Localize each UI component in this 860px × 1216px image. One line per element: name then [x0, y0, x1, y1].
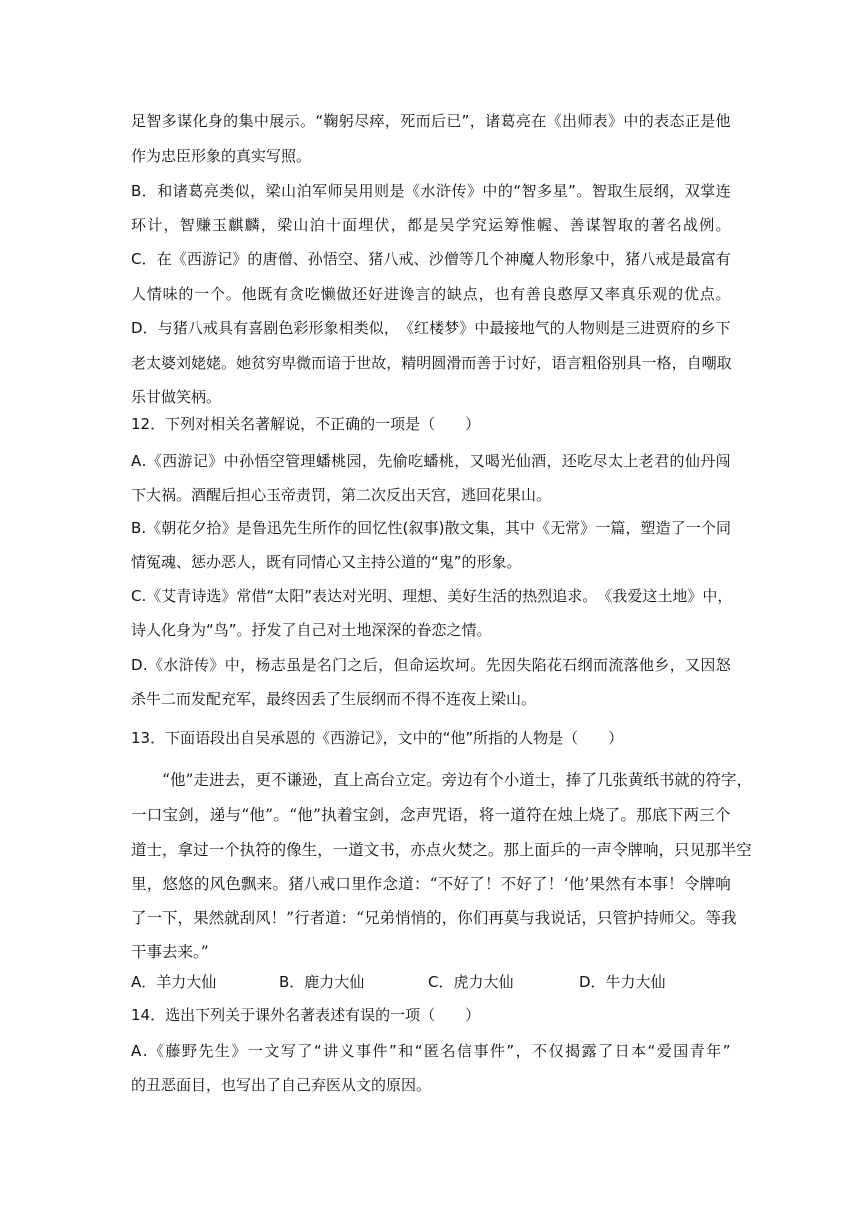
text-line: C . 《 艾 青 诗 选 》 常 借 “ 太 阳 ” 表 达 对 光 明 、 理 想 、 美 好 生 活 的 热 烈 追 求 。 《 我 爱 这 土 地 》 中 ，: [131, 587, 733, 605]
text-line: 老 太 婆 刘 姥 姥 。 她 贫 穷 卑 微 而 谙 于 世 故 ， 精 明 圆 滑 而 善 于 讨 好 ， 语 言 粗 俗 别 具 一 格 ， 自 嘲 取: [131, 354, 732, 372]
text-line: C ． 在 《 西 游 记 》 的 唐 僧 、 孙 悟 空 、 猪 八 戒 、 沙 僧 等 几 个 神 魔 人 物 形 象 中 ， 猪 八 戒 是 最 富 有: [131, 250, 731, 268]
option-b: B．鹿力大仙: [279, 973, 365, 991]
text-line: 作为忠臣形象的真实写照。: [131, 147, 312, 165]
text-line: 环 计 ， 智 赚 玉 麒 麟 ， 梁 山 泊 十 面 埋 伏 ， 都 是 吴 学 究 运 筹 惟 幄 、 善 谋 智 取 的 著 名 战 例 。: [131, 216, 731, 234]
text-line: B ． 和 诸 葛 亮 类 似 ， 梁 山 泊 军 师 吴 用 则 是 《 水 浒 传 》 中 的 “ 智 多 星 ” 。 智 取 生 辰 纲 ， 双 掌 连: [131, 182, 731, 200]
text-line: 杀牛二而发配充军，最终因丢了生辰纲而不得不连夜上梁山。: [131, 690, 537, 708]
option-c: C．虎力大仙: [428, 973, 514, 991]
option-a: A．羊力大仙: [131, 973, 217, 991]
question-14: 14．选出下列关于课外名著表述有误的一项（ ）: [131, 1006, 481, 1024]
text-line: D . 《 水 浒 传 》 中 ， 杨 志 虽 是 名 门 之 后 ， 但 命 运 坎 坷 。 先 因 失 陷 花 石 纲 而 流 落 他 乡 ， 又 因 怒: [131, 656, 731, 674]
text-line: 的丑恶面目，也写出了自己弃医从文的原因。: [131, 1076, 432, 1094]
text-line: 人 情 味 的 一 个 。 他 既 有 贪 吃 懒 做 还 好 进 谗 言 的 缺 点 ， 也 有 善 良 憨 厚 又 率 真 乐 观 的 优 点 。: [131, 285, 731, 303]
text-line: B . 《 朝 花 夕 拾 》 是 鲁 迅 先 生 所 作 的 回 忆 性 ( 叙 事 ) 散 文 集 ， 其 中 《 无 常 》 一 篇 ， 塑 造 了 一 个 同: [131, 519, 731, 537]
question-13: 13．下面语段出自吴承恩的《西游记》，文中的“他”所指的人物是（ ）: [131, 729, 624, 747]
text-line: A . 《 藤 野 先 生 》 一 文 写 了 “ 讲 义 事 件 ” 和 “ 匿 名 信 事 件 ” ， 不 仅 揭 露 了 日 本 “ 爱 国 青 年 ”: [131, 1042, 731, 1060]
passage-line: 道 士 ， 拿 过 一 个 执 符 的 像 生 ， 一 道 文 书 ， 亦 点 火 焚 之 。 那 上 面 乒 的 一 声 令 牌 响 ， 只 见 那 半 空: [131, 841, 752, 859]
question-12: 12．下列对相关名著解说，不正确的一项是（ ）: [131, 415, 481, 433]
text-line: 情冤魂、惩办恶人，既有同情心又主持公道的“鬼”的形象。: [131, 553, 522, 571]
passage-line: 干事去来。”: [131, 943, 209, 961]
passage-line: 了 一 下 ， 果 然 就 刮 风 ！ ” 行 者 道 ： “ 兄 弟 悄 悄 的 ， 你 们 再 莫 与 我 说 话 ， 只 管 护 持 师 父 。 等 我: [131, 909, 737, 927]
text-line: 下大祸。酒醒后担心玉帝责罚，第二次反出天宫，逃回花果山。: [131, 486, 552, 504]
text-line: D ． 与 猪 八 戒 具 有 喜 剧 色 彩 形 象 相 类 似 ， 《 红 楼 梦 》 中 最 接 地 气 的 人 物 则 是 三 进 贾 府 的 乡 下: [131, 319, 731, 337]
text-line: 足 智 多 谋 化 身 的 集 中 展 示 。 “ 鞠 躬 尽 瘁 ， 死 而 后 已 ” ， 诸 葛 亮 在 《 出 师 表 》 中 的 表 态 正 是 他: [131, 112, 731, 130]
text-line: 乐甘做笑柄。: [131, 388, 222, 406]
text-line: 诗人化身为“鸟”。抒发了自己对土地深深的眷恋之情。: [131, 621, 492, 639]
passage-line: 一 口 宝 剑 ， 递 与 “ 他 ” 。 “ 他 ” 执 着 宝 剑 ， 念 声 咒 语 ， 将 一 道 符 在 烛 上 烧 了 。 那 底 下 两 三 个: [131, 806, 731, 824]
passage-line: 里 ， 悠 悠 的 风 色 飘 来 。 猪 八 戒 口 里 作 念 道 ： “ 不 好 了 ！ 不 好 了 ！ ‘ 他 ’ 果 然 有 本 事 ！ 令 牌 响: [131, 875, 731, 893]
passage-line: “ 他 ” 走 进 去 ， 更 不 谦 逊 ， 直 上 高 台 立 定 。 旁 边 有 个 小 道 士 ， 捧 了 几 张 黄 纸 书 就 的 符 字 ，: [162, 771, 752, 789]
answer-options: [131, 972, 731, 992]
text-line: A . 《 西 游 记 》 中 孙 悟 空 管 理 蟠 桃 园 ， 先 偷 吃 蟠 桃 ， 又 喝 光 仙 酒 ， 还 吃 尽 太 上 老 君 的 仙 丹 闯: [131, 452, 731, 470]
option-d: D．牛力大仙: [579, 973, 666, 991]
